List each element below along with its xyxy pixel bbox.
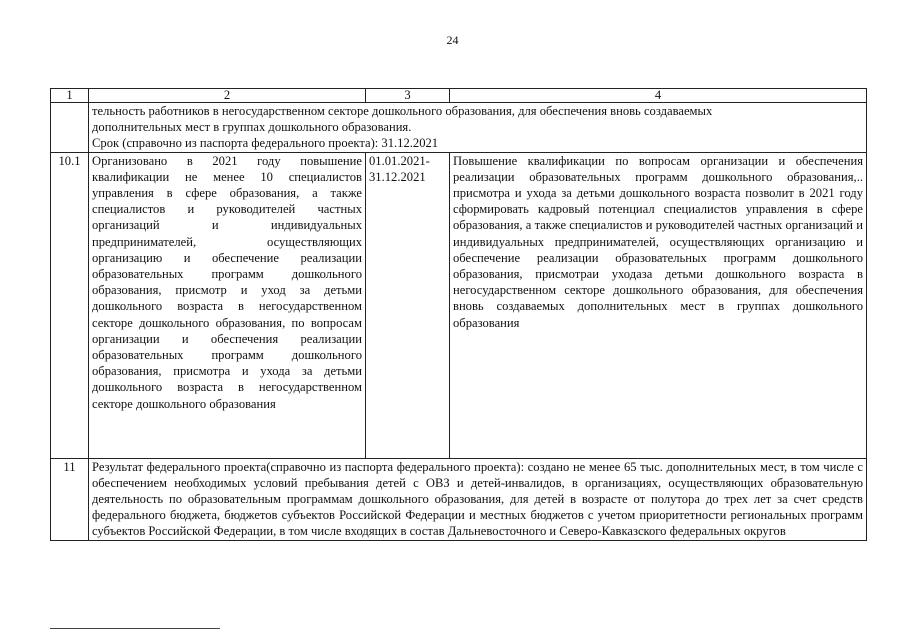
column-header-1: 1 xyxy=(51,89,89,103)
event-description: Организовано в 2021 году повышение квалификации не менее 10 специалистов управления в сфере образования, а также специалистов и руководителей частных организаций и индивидуальных предпринимателей, осуществляющих организацию и обеспечение реализации образовательных программ дошкольного образования, присмотр и уход за детьми дошкольного возраста в негосударственном секторе дошкольного образования, по вопросам организации и обеспечения реализации образовательных программ дошкольного образования, присмотра и ухода за детьми дошкольного возраста в негосударственном секторе дошкольного образования xyxy=(89,152,366,458)
column-header-2: 2 xyxy=(89,89,366,103)
event-period xyxy=(366,152,450,458)
row-number: 10.1 xyxy=(51,152,89,458)
table-header-row xyxy=(51,89,867,103)
bottom-divider xyxy=(50,628,220,629)
document-table xyxy=(50,88,867,541)
continuation-text xyxy=(89,103,867,153)
column-header-4: 4 xyxy=(450,89,867,103)
row-number xyxy=(51,103,89,153)
page-number: 24 xyxy=(446,33,459,47)
period-end: 31.12.2021 xyxy=(369,169,426,184)
continuation-line: дополнительных мест в группах дошкольного образования. xyxy=(92,120,412,135)
federal-project-result: Результат федерального проекта(справочно из паспорта федерального проекта): создано не менее 65 тыс. дополнительных мест, в том числе с обеспечением необходимых условий пребывания детей с ОВЗ и детей-инвалидов, в организациях, осуществляющих образовательную деятельность по образовательным программам дошкольного образования, для детей в возрасте от полутора до трех лет за счет средств федерального бюджета, бюджетов субъектов Российской Федерации и местных бюджетов с учетом приоритетности региональных программ субъектов Российской Федерации, в том числе входящих в состав Дальневосточного и Северо-Кавказского федеральных округов xyxy=(89,458,867,540)
period-start: 01.01.2021- xyxy=(369,153,430,168)
table-row-10-1 xyxy=(51,152,867,458)
table-row-continuation xyxy=(51,103,867,153)
continuation-line: Срок (справочно из паспорта федерального проекта): 31.12.2021 xyxy=(92,136,439,151)
event-result: Повышение квалификации по вопросам организации и обеспечения реализации образовательных программ дошкольного образования,.. присмотра и ухода за детьми дошкольного возраста позволит в 2021 году сформировать кадровый потенциал специалистов управления в сфере образования, а также специалистов и руководителей частных организаций и индивидуальных предпринимателей, осуществляющих организацию и обеспечение реализации образовательных программ дошкольного образования, присмотраи уходаза детьми дошкольного возраста в негосударственном секторе дошкольного образования, для обеспечения вновь создаваемых дополнительных мест в группах дошкольного образования xyxy=(450,152,867,458)
table-row-11 xyxy=(51,458,867,540)
row-number: 11 xyxy=(51,458,89,540)
column-header-3: 3 xyxy=(366,89,450,103)
continuation-line: тельность работников в негосударственном секторе дошкольного образования, для обеспечения вновь создаваемых xyxy=(92,104,713,118)
